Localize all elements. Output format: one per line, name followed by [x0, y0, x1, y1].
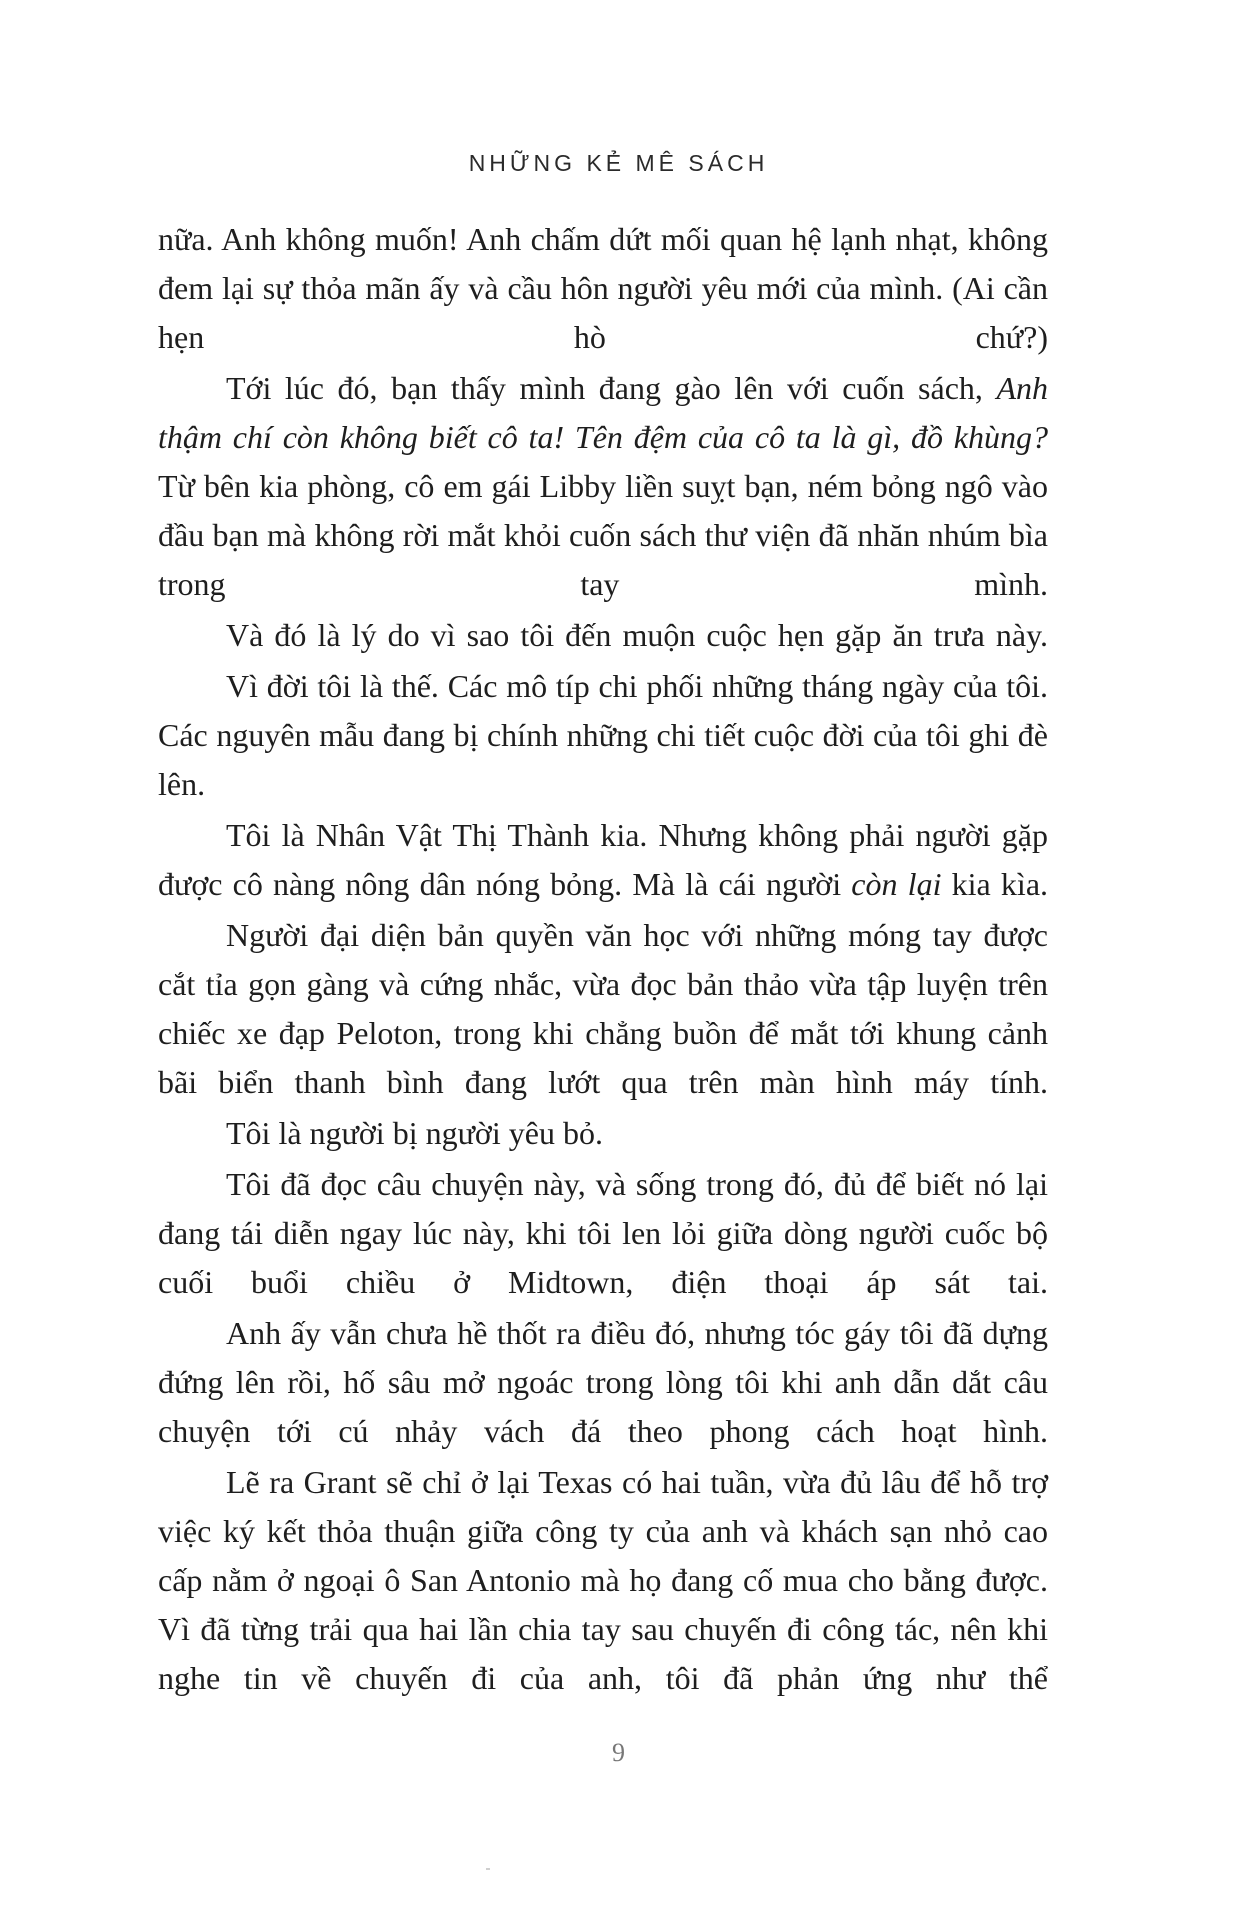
paragraph-2	[158, 364, 1048, 609]
text-segment: Tôi đã đọc câu chuyện này, và sống trong đó, đủ để biết nó lại đang tái diễn ngay lúc này, khi tôi len lỏi giữa dòng người cuốc bộ cuối buổi chiều ở Midtown, điện thoại áp sát tai.	[158, 1166, 1048, 1300]
text-segment: nữa. Anh không muốn! Anh chấm dứt mối quan hệ lạnh nhạt, không đem lại sự thỏa mãn ấy và cầu hôn người yêu mới của mình. (Ai cần hẹn hò chứ?)	[158, 221, 1048, 355]
paragraph-10	[158, 1458, 1048, 1703]
paragraph-3	[158, 611, 1048, 660]
text-segment: Tới lúc đó, bạn thấy mình đang gào lên với cuốn sách,	[226, 370, 997, 406]
italic-segment: còn lại	[851, 866, 942, 902]
print-mark	[486, 1868, 490, 1870]
paragraph-4	[158, 662, 1048, 809]
paragraph-6	[158, 911, 1048, 1107]
text-segment: Tôi là Nhân Vật Thị Thành kia. Nhưng không phải người gặp được cô nàng nông dân nóng bỏng. Mà là cái người	[158, 817, 1048, 902]
italic-segment: Anh thậm chí còn không biết cô ta! Tên đệm của cô ta là gì, đồ khùng?	[158, 370, 1048, 455]
running-head: NHỮNG KẺ MÊ SÁCH	[468, 150, 769, 176]
text-segment: Lẽ ra Grant sẽ chỉ ở lại Texas có hai tuần, vừa đủ lâu để hỗ trợ việc ký kết thỏa thuận giữa công ty của anh và khách sạn nhỏ cao cấp nằm ở ngoại ô San Antonio mà họ đang cố mua cho bằng được. Vì đã từng trải qua hai lần chia tay sau chuyến đi công tác, nên khi nghe tin về chuyến đi của anh, tôi đã phản ứng như thể	[158, 1464, 1048, 1696]
text-segment: Và đó là lý do vì sao tôi đến muộn cuộc hẹn gặp ăn trưa này.	[226, 617, 1048, 653]
body-text	[158, 215, 1048, 1703]
paragraph-9	[158, 1309, 1048, 1456]
text-segment: Người đại diện bản quyền văn học với những móng tay được cắt tỉa gọn gàng và cứng nhắc, vừa đọc bản thảo vừa tập luyện trên chiếc xe đạp Peloton, trong khi chẳng buồn để mắt tới khung cảnh bãi biển thanh bình đang lướt qua trên màn hình máy tính.	[158, 917, 1048, 1100]
text-segment: Tôi là người bị người yêu bỏ.	[226, 1115, 603, 1151]
text-segment: Vì đời tôi là thế. Các mô típ chi phối những tháng ngày của tôi. Các nguyên mẫu đang bị chính những chi tiết cuộc đời của tôi ghi đè lên.	[158, 668, 1048, 802]
paragraph-7	[158, 1109, 1048, 1158]
page-number: 9	[612, 1738, 625, 1767]
text-segment: Từ bên kia phòng, cô em gái Libby liền suỵt bạn, ném bỏng ngô vào đầu bạn mà không rời mắt khỏi cuốn sách thư viện đã nhăn nhúm bìa trong tay mình.	[158, 468, 1048, 602]
text-segment: Anh ấy vẫn chưa hề thốt ra điều đó, nhưng tóc gáy tôi đã dựng đứng lên rồi, hố sâu mở ngoác trong lòng tôi khi anh dẫn dắt câu chuyện tới cú nhảy vách đá theo phong cách hoạt hình.	[158, 1315, 1048, 1449]
paragraph-1	[158, 215, 1048, 362]
text-segment: kia kìa.	[941, 866, 1049, 902]
paragraph-8	[158, 1160, 1048, 1307]
paragraph-5	[158, 811, 1048, 909]
